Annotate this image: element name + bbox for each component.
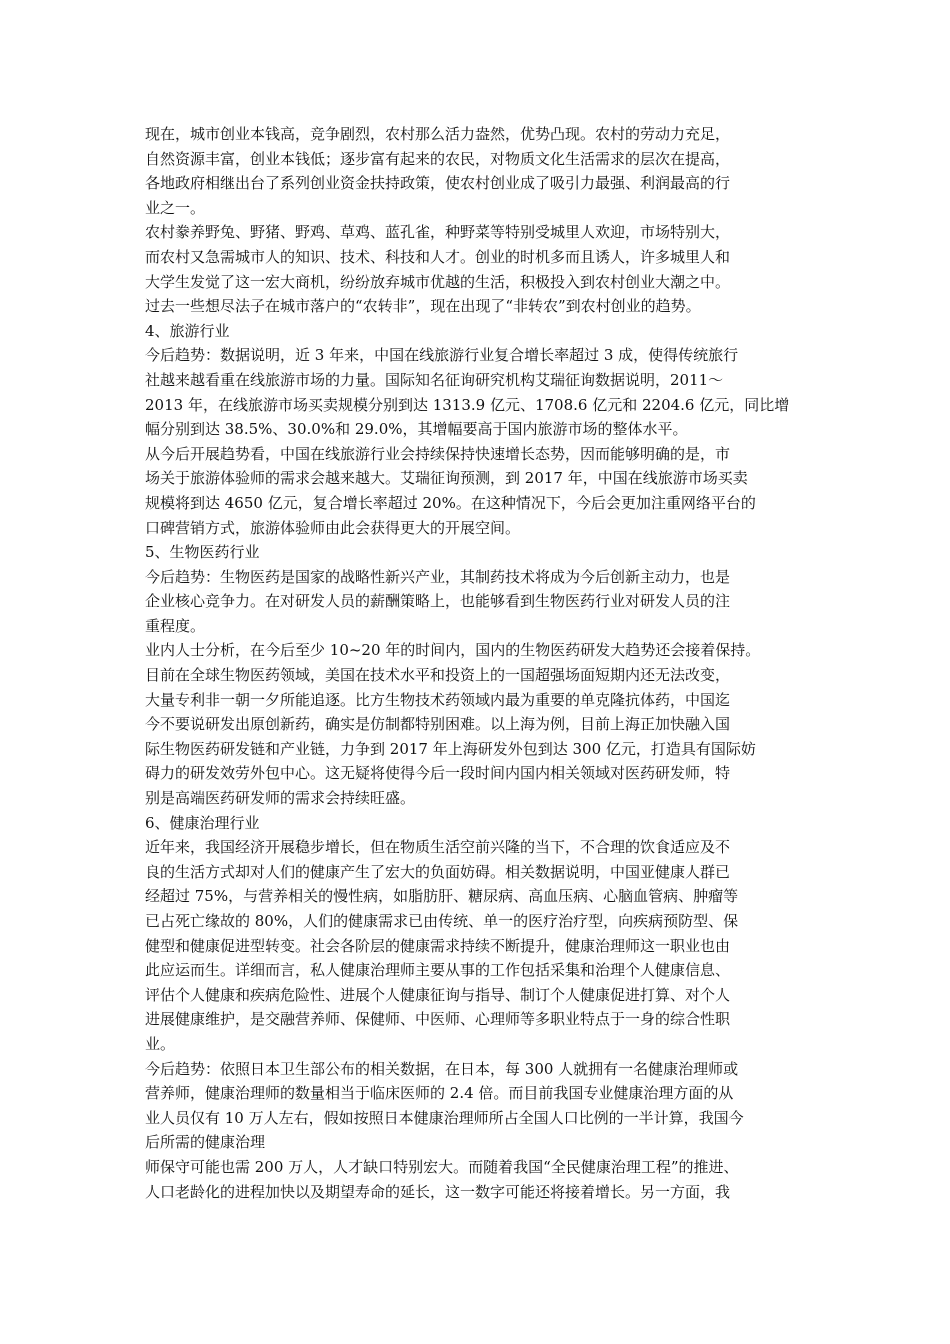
text-line: 各地政府相继出台了系列创业资金扶持政策，使农村创业成了吸引力最强、利润最高的行 xyxy=(145,174,731,193)
text-line: 际生物医药研发链和产业链，力争到 2017 年上海研发外包到达 300 亿元，打造具有国际妨 xyxy=(145,739,756,758)
text-line: 社越来越看重在线旅游市场的力量。国际知名征询研究机构艾瑞征询数据说明，2011～ xyxy=(145,370,724,389)
text-line: 人口老龄化的进程加快以及期望寿命的延长，这一数字可能还将接着增长。另一方面，我 xyxy=(145,1182,731,1201)
text-line: 此应运而生。详细而言，私人健康治理师主要从事的工作包括采集和治理个人健康信息、 xyxy=(145,961,731,980)
text-line: 别是高端医药研发师的需求会持续旺盛。 xyxy=(145,789,416,808)
text-line: 大量专利非一朝一夕所能追逐。比方生物技术药领域内最为重要的单克隆抗体药，中国迄 xyxy=(145,690,731,709)
text-line: 业人员仅有 10 万人左右，假如按照日本健康治理师所占全国人口比例的一半计算，我国今 xyxy=(145,1108,744,1127)
text-line: 今后趋势：生物医药是国家的战略性新兴产业，其制药技术将成为今后创新主动力，也是 xyxy=(145,567,731,586)
text-line: 自然资源丰富，创业本钱低；逐步富有起来的农民，对物质文化生活需求的层次在提高， xyxy=(145,149,731,168)
text-line: 重程度。 xyxy=(145,616,206,635)
text-line: 今后趋势：依照日本卫生部公布的相关数据，在日本，每 300 人就拥有一名健康治理师或 xyxy=(145,1059,739,1078)
text-line: 6、健康治理行业 xyxy=(145,813,260,832)
text-line: 而农村又急需城市人的知识、技术、科技和人才。创业的时机多而且诱人，许多城里人和 xyxy=(145,247,731,266)
text-line: 师保守可能也需 200 万人，人才缺口特别宏大。而随着我国“全民健康治理工程”的推进、 xyxy=(145,1157,739,1176)
text-line: 已占死亡缘故的 80%，人们的健康需求已由传统、单一的医疗治疗型，向疾病预防型、保 xyxy=(145,912,739,930)
text-line: 后所需的健康治理 xyxy=(145,1133,266,1152)
text-line: 企业核心竞争力。在对研发人员的薪酬策略上，也能够看到生物医药行业对研发人员的注 xyxy=(145,592,731,611)
text-line: 健型和健康促进型转变。社会各阶层的健康需求持续不断提升，健康治理师这一职业也由 xyxy=(145,936,731,955)
text-line: 场关于旅游体验师的需求会越来越大。艾瑞征询预测，到 2017 年，中国在线旅游市场买卖 xyxy=(145,469,748,488)
text-line: 业内人士分析，在今后至少 10~20 年的时间内，国内的生物医药研发大趋势还会接着保持。 xyxy=(145,641,761,660)
text-line: 经超过 75%，与营养相关的慢性病，如脂肪肝、糖尿病、高血压病、心脑血管病、肿瘤等 xyxy=(145,887,739,906)
text-line: 幅分别到达 38.5%、30.0%和 29.0%，其增幅要高于国内旅游市场的整体水平。 xyxy=(145,420,688,439)
document-body xyxy=(145,122,825,1204)
text-line: 业之一。 xyxy=(145,198,206,217)
text-line: 4、旅游行业 xyxy=(145,321,230,340)
text-line: 良的生活方式却对人们的健康产生了宏大的负面妨碍。相关数据说明，中国亚健康人群已 xyxy=(145,862,731,881)
text-line: 从今后开展趋势看，中国在线旅游行业会持续保持快速增长态势，因而能够明确的是，市 xyxy=(145,444,731,463)
text-line: 现在，城市创业本钱高，竞争剧烈，农村那么活力盎然，优势凸现。农村的劳动力充足， xyxy=(145,125,731,143)
text-line: 业。 xyxy=(145,1034,176,1053)
text-line: 近年来，我国经济开展稳步增长，但在物质生活空前兴隆的当下，不合理的饮食适应及不 xyxy=(145,838,731,857)
text-line: 过去一些想尽法子在城市落户的“农转非”，现在出现了“非转农”到农村创业的趋势。 xyxy=(145,297,701,316)
text-line: 口碑营销方式，旅游体验师由此会获得更大的开展空间。 xyxy=(145,518,521,537)
text-line: 碍力的研发效劳外包中心。这无疑将使得今后一段时间内国内相关领域对医药研发师，特 xyxy=(145,764,731,783)
text-line: 5、生物医药行业 xyxy=(145,543,260,562)
text-line: 规模将到达 4650 亿元，复合增长率超过 20%。在这种情况下，今后会更加注重网络平台的 xyxy=(145,493,756,512)
text-line: 进展健康维护，是交融营养师、保健师、中医师、心理师等多职业特点于一身的综合性职 xyxy=(145,1010,731,1029)
text-line: 今不要说研发出原创新药，确实是仿制都特别困难。以上海为例，目前上海正加快融入国 xyxy=(145,715,731,734)
text-line: 营养师，健康治理师的数量相当于临床医师的 2.4 倍。而目前我国专业健康治理方面的从 xyxy=(145,1084,734,1103)
text-line: 农村豢养野兔、野猪、野鸡、草鸡、蓝孔雀，种野菜等特别受城里人欢迎，市场特别大， xyxy=(145,223,731,242)
text-line: 评估个人健康和疾病危险性、进展个人健康征询与指导、制订个人健康促进打算、对个人 xyxy=(145,985,731,1004)
text-line: 目前在全球生物医药领域，美国在技术水平和投资上的一国超强场面短期内还无法改变， xyxy=(145,666,731,685)
text-line: 2013 年，在线旅游市场买卖规模分别到达 1313.9 亿元、1708.6 亿元和 2204.6 亿元，同比增 xyxy=(145,395,790,414)
text-line: 今后趋势：数据说明，近 3 年来，中国在线旅游行业复合增长率超过 3 成，使得传统旅行 xyxy=(145,346,739,365)
text-line: 大学生发觉了这一宏大商机，纷纷放弃城市优越的生活，积极投入到农村创业大潮之中。 xyxy=(145,272,731,291)
